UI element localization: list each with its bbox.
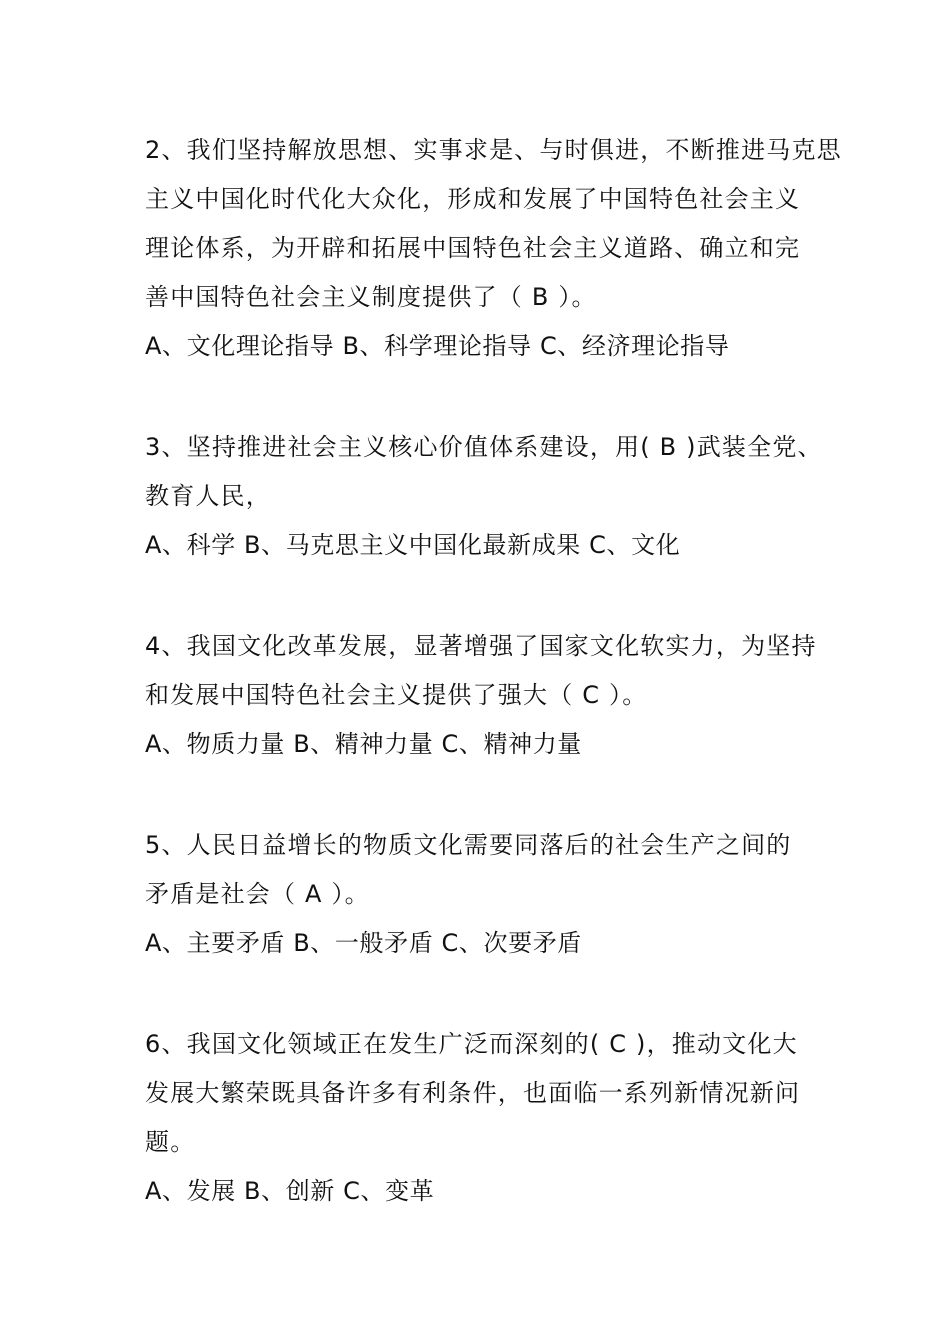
question-4-options: A、物质力量 B、精神力量 C、精神力量 — [145, 730, 582, 758]
question-6 — [145, 1020, 815, 1216]
question-2-line-3: 理论体系，为开辟和拓展中国特色社会主义道路、确立和完 — [145, 234, 801, 262]
question-6-line-2: 发展大繁荣既具备许多有利条件，也面临一系列新情况新问 — [145, 1079, 801, 1107]
question-2-line-4: 善中国特色社会主义制度提供了（ B ）。 — [145, 283, 597, 311]
question-3-line-2: 教育人民， — [145, 482, 271, 510]
question-5 — [145, 821, 815, 968]
question-5-line-2: 矛盾是社会（ A ）。 — [145, 880, 370, 908]
question-6-line-3: 题。 — [145, 1128, 196, 1156]
question-2-line-2: 主义中国化时代化大众化，形成和发展了中国特色社会主义 — [145, 185, 801, 213]
question-6-line-1: 6、我国文化领域正在发生广泛而深刻的( C )，推动文化大 — [145, 1030, 798, 1058]
question-3-line-1: 3、坚持推进社会主义核心价值体系建设，用( B )武装全党、 — [145, 433, 823, 461]
question-4 — [145, 622, 815, 769]
question-4-line-1: 4、我国文化改革发展，显著增强了国家文化软实力，为坚持 — [145, 632, 817, 660]
question-4-line-2: 和发展中国特色社会主义提供了强大（ C ）。 — [145, 681, 648, 709]
question-6-options: A、发展 B、创新 C、变革 — [145, 1177, 435, 1205]
question-5-options: A、主要矛盾 B、一般矛盾 C、次要矛盾 — [145, 929, 582, 957]
question-2-options: A、文化理论指导 B、科学理论指导 C、经济理论指导 — [145, 332, 730, 360]
question-5-line-1: 5、人民日益增长的物质文化需要同落后的社会生产之间的 — [145, 831, 792, 859]
question-3-options: A、科学 B、马克思主义中国化最新成果 C、文化 — [145, 531, 681, 559]
question-2-line-1: 2、我们坚持解放思想、实事求是、与时俱进，不断推进马克思 — [145, 136, 842, 164]
question-3 — [145, 423, 823, 570]
question-2 — [145, 126, 842, 371]
